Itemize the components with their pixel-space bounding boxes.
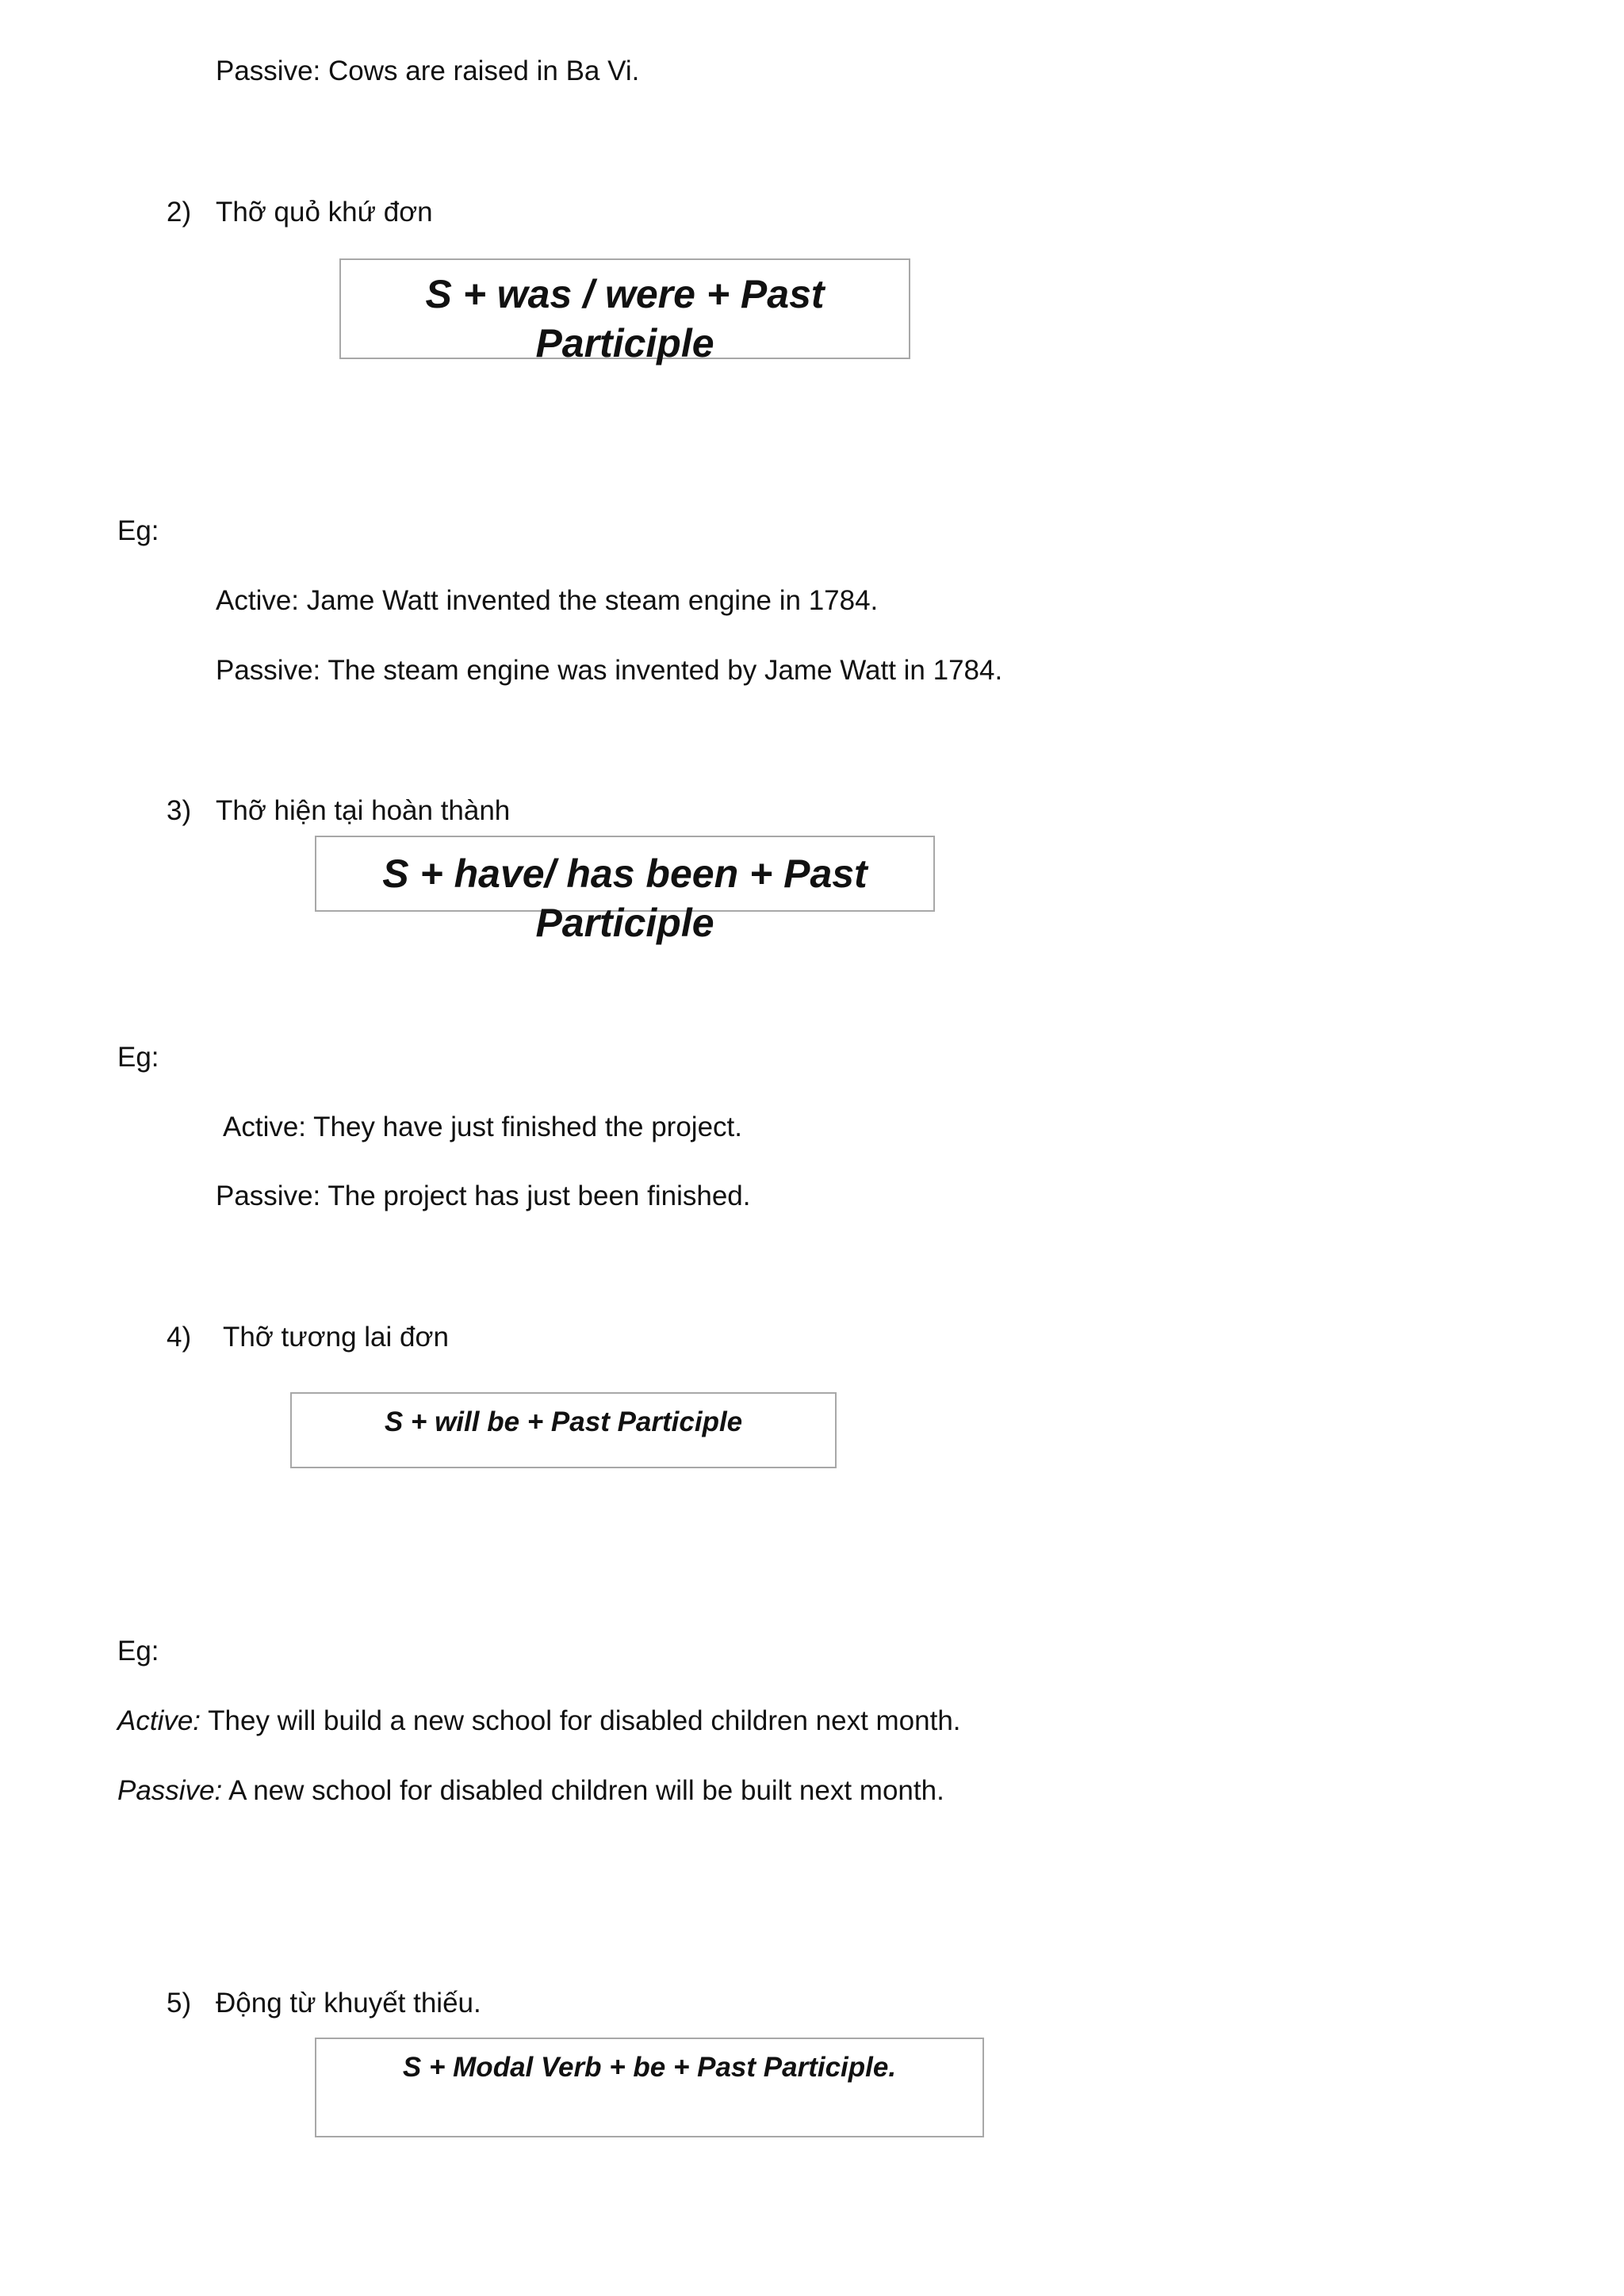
passive-example-text: A new school for disabled children will be built next month. <box>222 1775 944 1806</box>
active-example-text: Active: Jame Watt invented the steam engine in 1784. <box>216 585 879 616</box>
section-number: 3) <box>167 795 192 826</box>
passive-example-text: Passive: Cows are raised in Ba Vi. <box>216 55 640 86</box>
formula-box <box>290 1392 837 1468</box>
active-example-text: Active: They have just finished the project. <box>223 1112 742 1142</box>
eg-label: Eg: <box>117 515 159 546</box>
section-number: 4) <box>167 1322 192 1353</box>
passive-example-line <box>117 1774 944 1808</box>
eg-label: Eg: <box>117 1042 159 1073</box>
passive-example-text: Passive: The project has just been finished. <box>216 1181 751 1211</box>
formula-text: S + Modal Verb + be + Past Participle. <box>402 2052 897 2083</box>
passive-label: Passive: <box>117 1775 223 1806</box>
formula-box <box>315 2038 984 2137</box>
section-title: Động từ khuyết thiếu. <box>216 1988 481 2019</box>
formula-text: S + will be + Past Participle <box>384 1406 743 1437</box>
section-number: 5) <box>167 1988 192 2019</box>
active-example-text: They will build a new school for disabled children next month. <box>201 1705 961 1736</box>
section-title: Thỡ tương lai đơn <box>223 1322 449 1353</box>
formula-box <box>315 836 935 945</box>
formula-text: S + have/ has been + Past Participle <box>382 851 868 945</box>
active-example-line <box>117 1704 961 1739</box>
section-title: Thỡ hiện tại hoàn thành <box>216 795 511 826</box>
section-number: 2) <box>167 197 192 228</box>
section-title: Thỡ quỏ khứ đơn <box>216 197 433 228</box>
formula-text: S + was / were + Past Participle <box>425 272 825 365</box>
active-label: Active: <box>117 1705 201 1736</box>
passive-example-text: Passive: The steam engine was invented by Jame Watt in 1784. <box>216 655 1003 686</box>
formula-box <box>339 258 910 365</box>
eg-label: Eg: <box>117 1636 159 1667</box>
